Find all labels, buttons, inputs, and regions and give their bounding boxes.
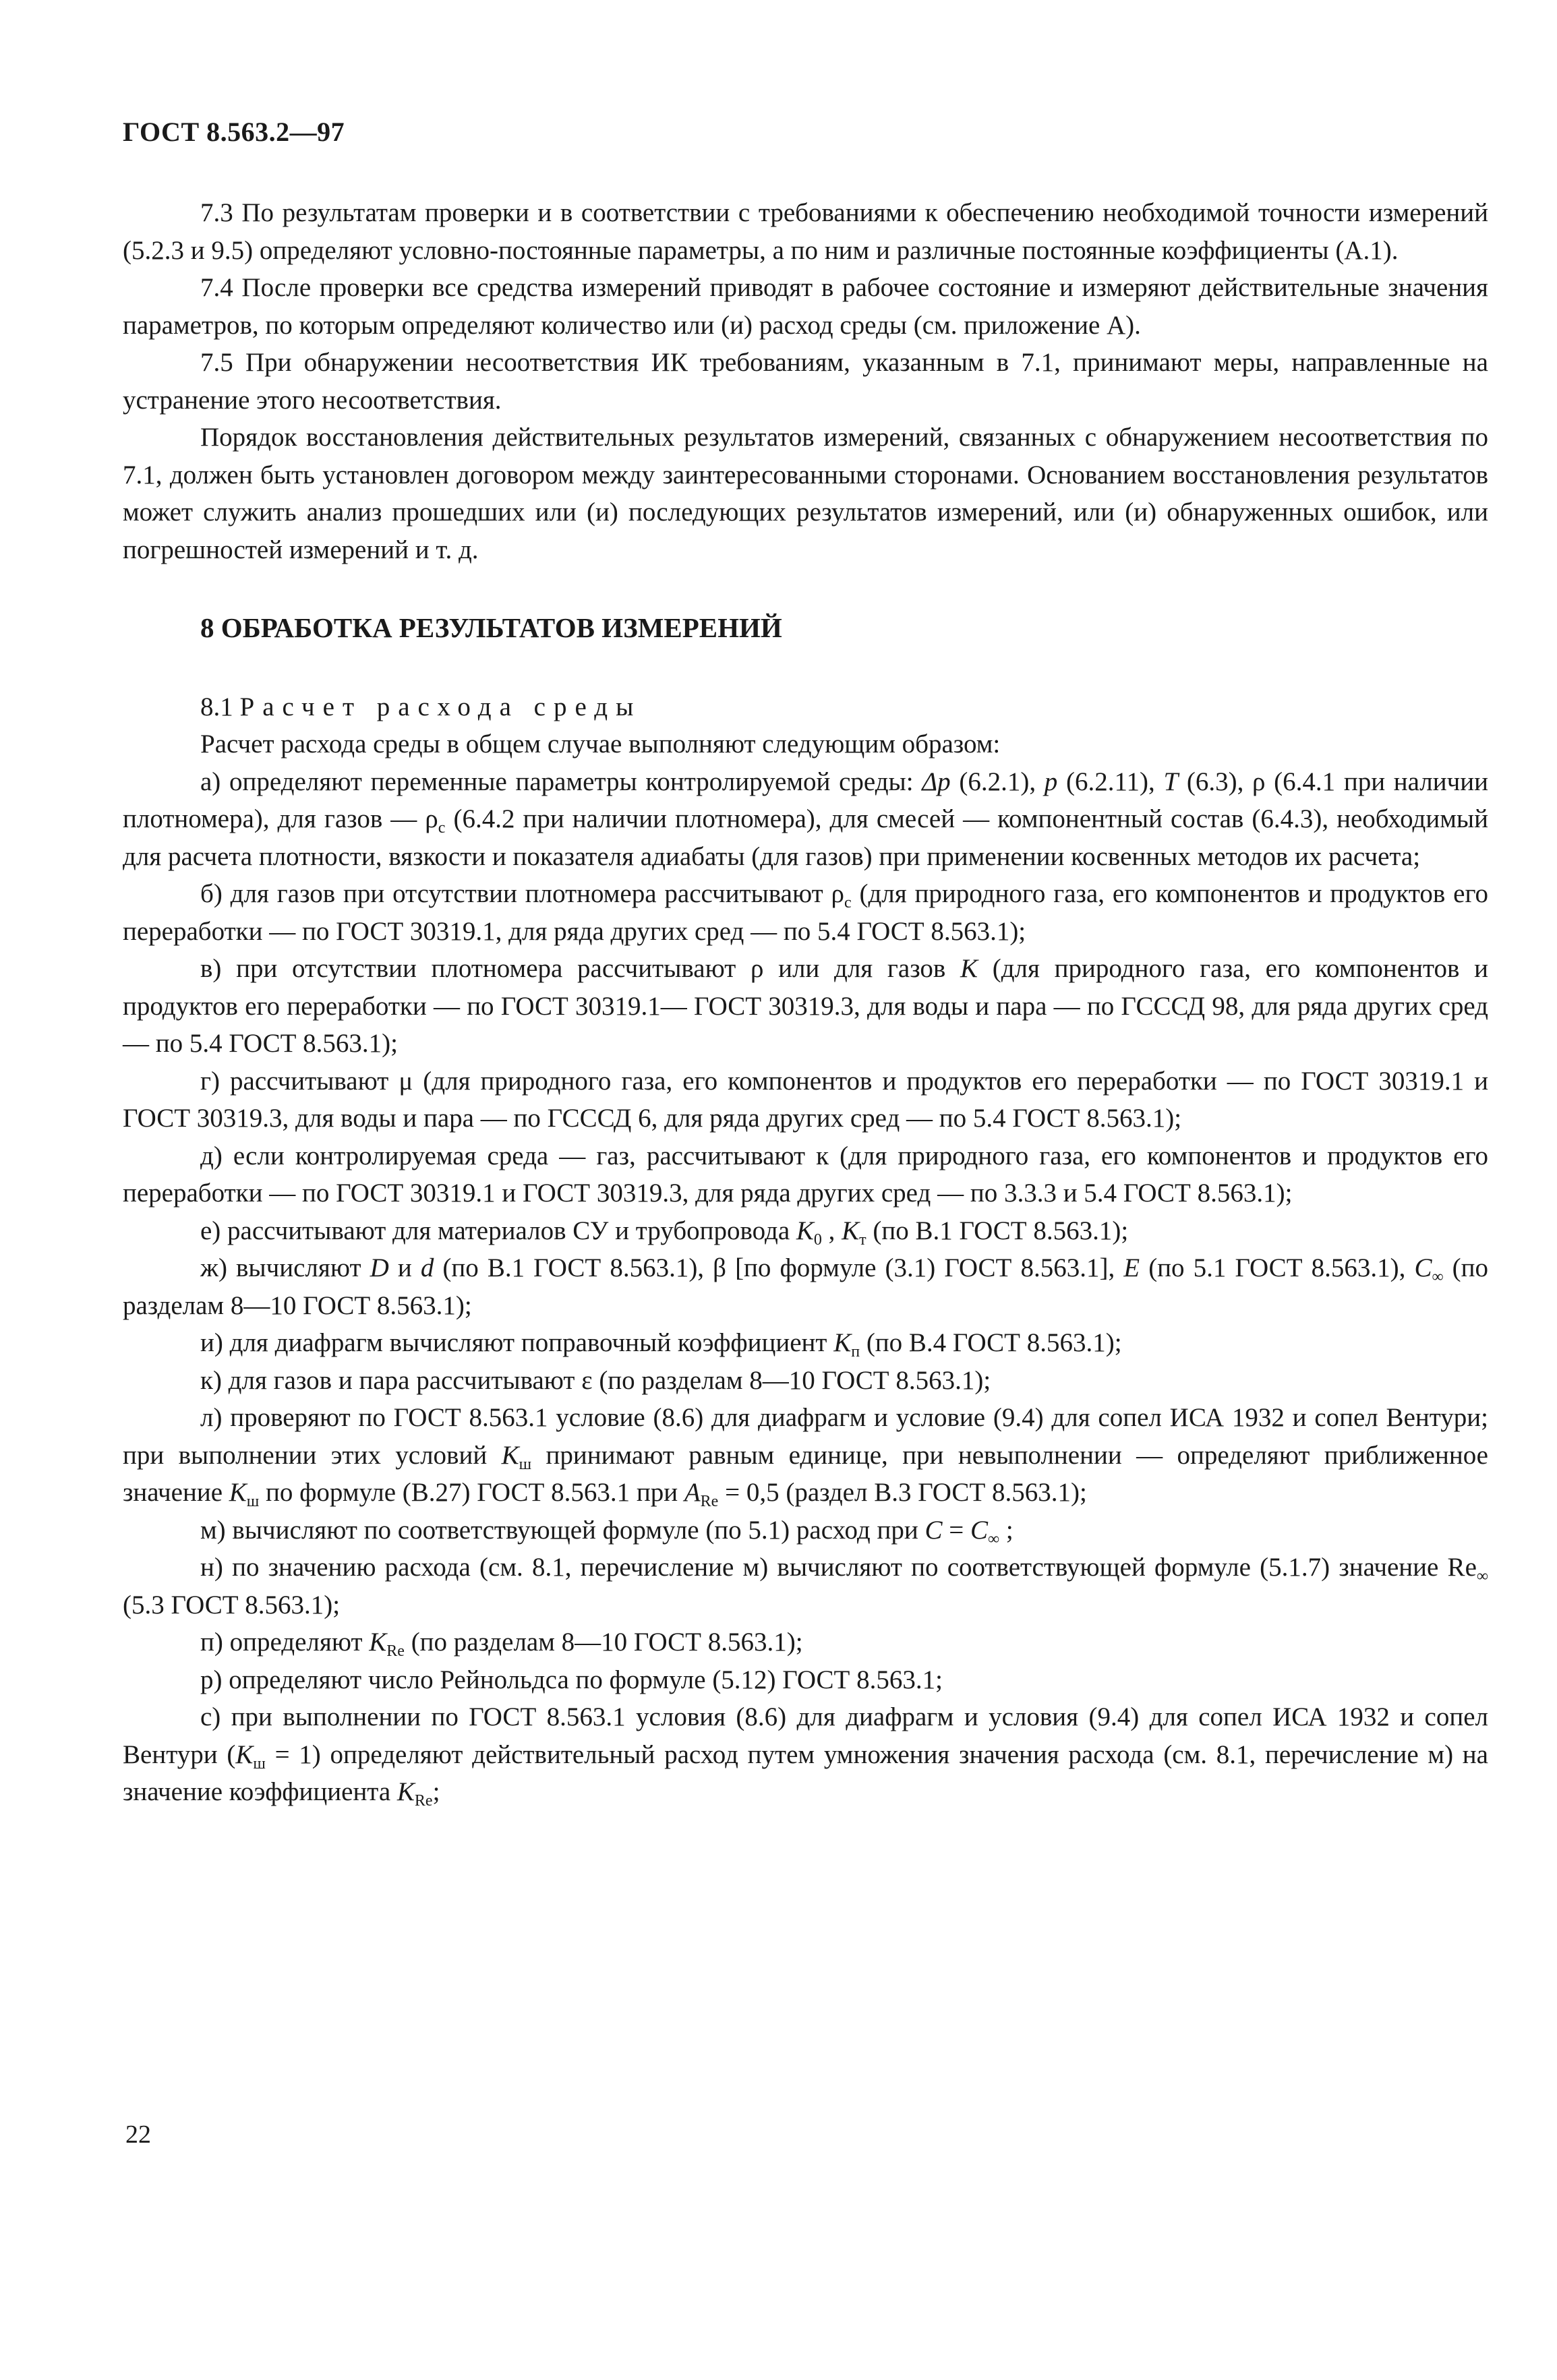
text-run: и [388, 1253, 421, 1282]
paragraph-item-d [123, 1137, 1488, 1212]
text-run: (по В.4 ГОСТ 8.563.1); [860, 1328, 1122, 1357]
paragraph-7-4 [123, 269, 1488, 344]
text-run: (по В.1 ГОСТ 8.563.1), β [по формуле (3.1) ГОСТ 8.563.1], [434, 1253, 1124, 1282]
paragraph-item-e [123, 1212, 1488, 1250]
text-run: с) при выполнении по ГОСТ 8.563.1 условия (8.6) для диафрагм и условия (9.4) для сопел ИСА 1932 и сопел Вентури ( [123, 1702, 1488, 1769]
text-run: Порядок восстановления действительных результатов измерений, связанных с обнаружением несоответствия по 7.1, должен быть установлен договором между заинтересованными сторонами. Основанием восстановления результатов может служить анализ прошедших или (и) последующих результатов измерений, или (и) обнаруженных ошибок, или погрешностей измерений и т. д. [123, 423, 1488, 564]
math-symbol: K [501, 1440, 519, 1470]
text-run: 7.3 По результатам проверки и в соответствии с требованиями к обеспечению необходимой точности измерений (5.2.3 и 9.5) определяют условно-постоянные параметры, а по ним и различные постоянные коэффициенты (А.1). [123, 198, 1488, 265]
paragraph-restore-order [123, 419, 1488, 568]
math-symbol: K [369, 1628, 387, 1657]
subscript: Re [700, 1493, 719, 1510]
text-run: е) рассчитывают для материалов СУ и трубопровода [200, 1216, 796, 1245]
math-symbol: K [229, 1478, 247, 1507]
subscript: ∞ [988, 1530, 1000, 1548]
math-symbol: Δp [922, 767, 951, 796]
text-run: (по 5.1 ГОСТ 8.563.1), [1140, 1253, 1415, 1282]
text-run: (по разделам 8—10 ГОСТ 8.563.1); [404, 1628, 803, 1657]
text-run: = 0,5 (раздел В.3 ГОСТ 8.563.1); [718, 1478, 1087, 1507]
paragraph-intro [123, 725, 1488, 763]
subsection-heading [123, 688, 1488, 726]
subsection-number: 8.1 [200, 692, 233, 721]
paragraph-item-k [123, 1362, 1488, 1400]
paragraph-item-v [123, 950, 1488, 1063]
paragraph-item-l [123, 1399, 1488, 1512]
text-run: (по В.1 ГОСТ 8.563.1); [866, 1216, 1129, 1245]
text-run: к) для газов и пара рассчитывают ε (по разделам 8—10 ГОСТ 8.563.1); [200, 1365, 991, 1395]
paragraph-item-i [123, 1324, 1488, 1362]
text-run: 7.4 После проверки все средства измерений приводят в рабочее состояние и измеряют действительные значения параметров, по которым определяют количество или (и) расход среды (см. приложение А). [123, 273, 1488, 340]
text-run: (5.3 ГОСТ 8.563.1); [123, 1590, 341, 1619]
text-run: (6.2.1), [950, 767, 1045, 796]
text-run: л) проверяют по ГОСТ 8.563.1 условие (8.6) для диафрагм и условие (9.4) для сопел ИСА 1932 и сопел Вентури; при выполнении этих условий [123, 1403, 1488, 1470]
math-symbol: K [235, 1739, 254, 1769]
text-run: (6.2.11), [1057, 767, 1164, 796]
text-run: г) рассчитывают μ (для природного газа, его компонентов и продуктов его переработки — по ГОСТ 30319.1 и ГОСТ 30319.3, для воды и пара — по ГСССД 6, для ряда других сред — по 5.4 ГОСТ 8.563.1); [123, 1066, 1488, 1133]
text-run: = [942, 1515, 971, 1545]
text-run: н) по значению расхода (см. 8.1, перечисление м) вычисляют по соответствующей формуле (5.1.7) значение Re [200, 1553, 1477, 1582]
subscript: ∞ [1476, 1568, 1488, 1585]
math-symbol: d [420, 1253, 434, 1282]
math-symbol: T [1163, 767, 1179, 796]
text-run: (для природного газа, его компонентов и продуктов его переработки — по ГОСТ 30319.1— ГОСТ 30319.3, для воды и пара — по ГСССД 98, для ряда других сред — по 5.4 ГОСТ 8.563.1); [123, 954, 1488, 1058]
text-run: = 1) определяют действительный расход путем умножения значения расхода (см. 8.1, перечисление м) на значение коэффициента [123, 1739, 1488, 1806]
paragraph-item-b [123, 875, 1488, 950]
text-run: (по разделам 8—10 ГОСТ 8.563.1); [123, 1253, 1489, 1320]
text-run: д) если контролируемая среда — газ, рассчитывают к (для природного газа, его компонентов и продуктов его переработки — по ГОСТ 30319.1 и ГОСТ 30319.3, для ряда других сред — по 3.3.3 и 5.4 ГОСТ 8.563.1); [123, 1141, 1488, 1208]
running-header: ГОСТ 8.563.2—97 [123, 117, 345, 147]
text-run: и) для диафрагм вычисляют поправочный коэффициент [200, 1328, 834, 1357]
paragraph-item-m [123, 1512, 1488, 1549]
subscript: Re [414, 1792, 433, 1810]
paragraph-7-3 [123, 194, 1488, 269]
math-symbol: K [960, 954, 978, 983]
text-run: в) при отсутствии плотномера рассчитывают ρ или для газов [200, 954, 961, 983]
math-symbol: K [796, 1216, 814, 1245]
math-symbol: C [970, 1515, 989, 1545]
subsection-title: Расчет расхода среды [239, 692, 642, 721]
subscript: 0 [813, 1230, 822, 1249]
paragraph-item-n [123, 1549, 1488, 1624]
math-symbol: p [1044, 767, 1058, 796]
text-run: Расчет расхода среды в общем случае выполняют следующим образом: [200, 730, 1001, 758]
subscript: т [859, 1230, 866, 1249]
paragraph-item-zh [123, 1249, 1488, 1324]
paragraph-item-g [123, 1063, 1488, 1137]
math-symbol: K [842, 1216, 860, 1245]
text-run: принимают равным единице, при невыполнении — определяют приближенное значение [123, 1440, 1488, 1507]
text-run: а) определяют переменные параметры контролируемой среды: [200, 767, 922, 796]
paragraph-item-a [123, 763, 1488, 876]
subscript: ш [253, 1754, 266, 1773]
clauses-7 [123, 194, 1488, 568]
clauses-8 [123, 725, 1488, 1811]
math-symbol: K [396, 1777, 415, 1806]
text-run: (6.4.2 при наличии плотномера), для смесей — компонентный состав (6.4.3), необходимый для расчета плотности, вязкости и показателя адиабаты (для газов) при применении косвенных методов их расчета; [123, 804, 1488, 871]
subscript: ∞ [1432, 1268, 1444, 1286]
subscript: с [438, 819, 446, 837]
subscript: п [851, 1343, 860, 1361]
subscript: ш [246, 1493, 260, 1510]
text-run: 7.5 При обнаружении несоответствия ИК требованиям, указанным в 7.1, принимают меры, направленные на устранение этого несоответствия. [123, 348, 1488, 415]
text-run: (6.3), ρ (6.4.1 при наличии плотномера), для газов — ρ [123, 767, 1488, 833]
math-symbol: K [833, 1328, 852, 1357]
text-run: ; [432, 1777, 440, 1806]
body-text [123, 194, 1488, 1811]
text-run: ж) вычисляют [200, 1253, 370, 1282]
paragraph-item-s [123, 1698, 1488, 1811]
subscript: Re [386, 1642, 405, 1660]
math-symbol: C [1414, 1253, 1432, 1282]
paragraph-item-r [123, 1661, 1488, 1699]
paragraph-item-p [123, 1624, 1488, 1661]
text-run: п) определяют [200, 1628, 370, 1657]
text-run: м) вычисляют по соответствующей формуле (по 5.1) расход при [200, 1515, 925, 1545]
text-run: по формуле (В.27) ГОСТ 8.563.1 при [259, 1478, 684, 1507]
text-run: (для природного газа, его компонентов и продуктов его переработки — по ГОСТ 30319.1, для ряда других сред — по 5.4 ГОСТ 8.563.1); [123, 879, 1488, 946]
paragraph-7-5 [123, 344, 1488, 419]
section-heading: 8 ОБРАБОТКА РЕЗУЛЬТАТОВ ИЗМЕРЕНИЙ [200, 612, 782, 643]
subscript: с [844, 894, 852, 912]
math-symbol: C [924, 1515, 943, 1545]
text-run: б) для газов при отсутствии плотномера рассчитывают ρ [200, 879, 844, 908]
text-run: , [821, 1216, 842, 1245]
math-symbol: E [1123, 1253, 1140, 1282]
page-number: 22 [125, 2120, 151, 2149]
subscript: ш [519, 1455, 532, 1473]
text-run: ; [999, 1515, 1013, 1545]
math-symbol: A [684, 1478, 701, 1507]
math-symbol: D [370, 1253, 389, 1282]
text-run: р) определяют число Рейнольдса по формуле (5.12) ГОСТ 8.563.1; [200, 1665, 943, 1694]
